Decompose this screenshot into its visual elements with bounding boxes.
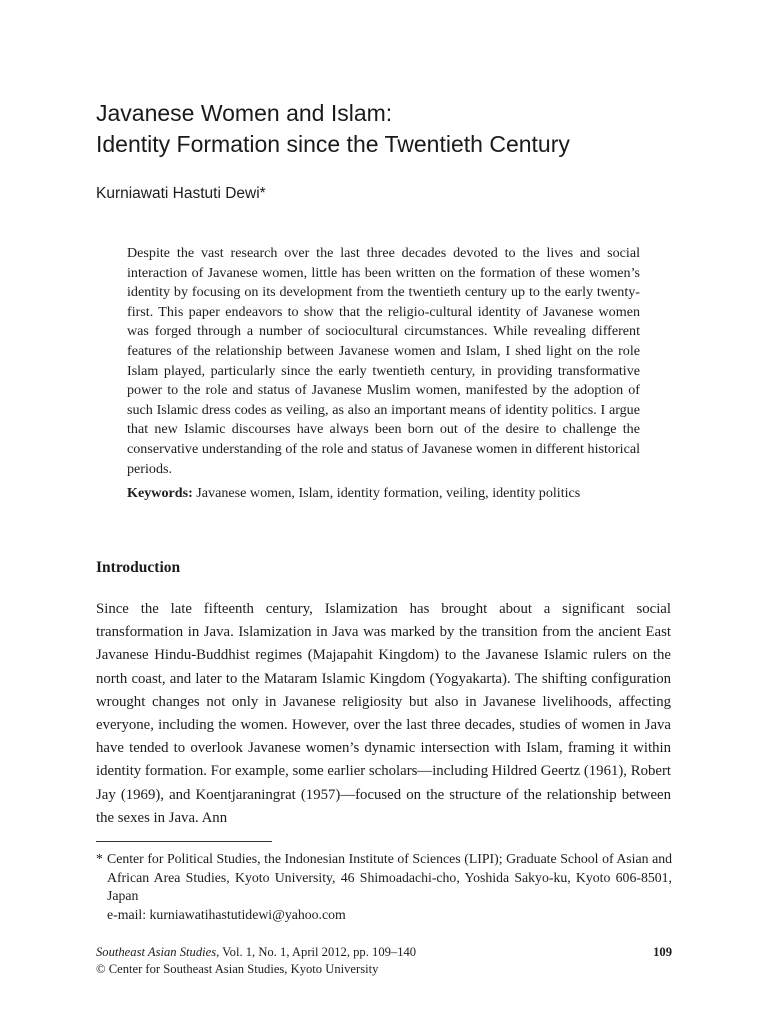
journal-volume-info: , Vol. 1, No. 1, April 2012, pp. 109–140: [216, 945, 417, 959]
section-heading-introduction: Introduction: [96, 559, 181, 576]
title-line-2: Identity Formation since the Twentieth Century: [96, 131, 570, 157]
title-line-1: Javanese Women and Islam:: [96, 100, 393, 126]
paper-title: [96, 98, 716, 160]
footnote-rule: [96, 841, 272, 842]
page-number: 109: [653, 945, 672, 959]
journal-footer: [96, 944, 672, 978]
keywords-text: Javanese women, Islam, identity formation, veiling, identity politics: [196, 485, 581, 501]
footnote-email: e-mail: kurniawatihastutidewi@yahoo.com: [107, 906, 346, 922]
keywords: [127, 484, 667, 503]
footnote: [96, 850, 672, 924]
abstract: Despite the vast research over the last three decades devoted to the lives and social interaction of Javanese women, little has been written on the formation of these women’s identity by focusing on its development from the twentieth century up to the early twenty-first. This paper endeavors to show that the religio-cultural identity of Javanese women was forged through a number of sociocultural circumstances. While revealing different features of the relationship between Javanese women and Islam, I shed light on the role Islam played, particularly since the early twentieth century, in providing transformative power to the role and status of Javanese Muslim women, manifested by the adoption of such Islamic dress codes as veiling, as also an important means of identity politics. I argue that new Islamic discourses have always been born out of the desire to challenge the conservative understanding of the role and status of Javanese women in different historical periods.: [127, 245, 640, 477]
journal-citation: [96, 944, 416, 961]
journal-name: Southeast Asian Studies: [96, 945, 217, 959]
copyright-line: © Center for Southeast Asian Studies, Kyoto University: [96, 962, 379, 976]
keywords-label: Keywords:: [127, 485, 193, 501]
footnote-affiliation: Center for Political Studies, the Indonesian Institute of Sciences (LIPI); Graduate School of Asian and African Area Studies, Kyoto University, 46 Shimoadachi-cho, Yoshida Sakyo-ku, Kyoto 606-8501, Japan: [107, 851, 672, 904]
footnote-mark: *: [96, 851, 103, 866]
author-name: Kurniawati Hastuti Dewi*: [96, 185, 266, 202]
introduction-paragraph: Since the late fifteenth century, Islamization has brought about a significant social transformation in Java. Islamization in Java was marked by the transition from the ancient East Javanese Hindu-Buddhist regimes (Majapahit Kingdom) to the Javanese Islamic rulers on the north coast, and later to the Mataram Islamic Kingdom (Yogyakarta). The shifting configuration wrought changes not only in Javanese religiosity but also in Javanese livelihoods, affecting everyone, including the women. However, over the last three decades, studies of women in Java have tended to overlook Javanese women’s dynamic intersection with Islam, framing it within identity formation. For example, some earlier scholars—including Hildred Geertz (1961), Robert Jay (1969), and Koentjaraningrat (1957)—focused on the structure of the relationship between the sexes in Java. Ann: [96, 601, 671, 826]
